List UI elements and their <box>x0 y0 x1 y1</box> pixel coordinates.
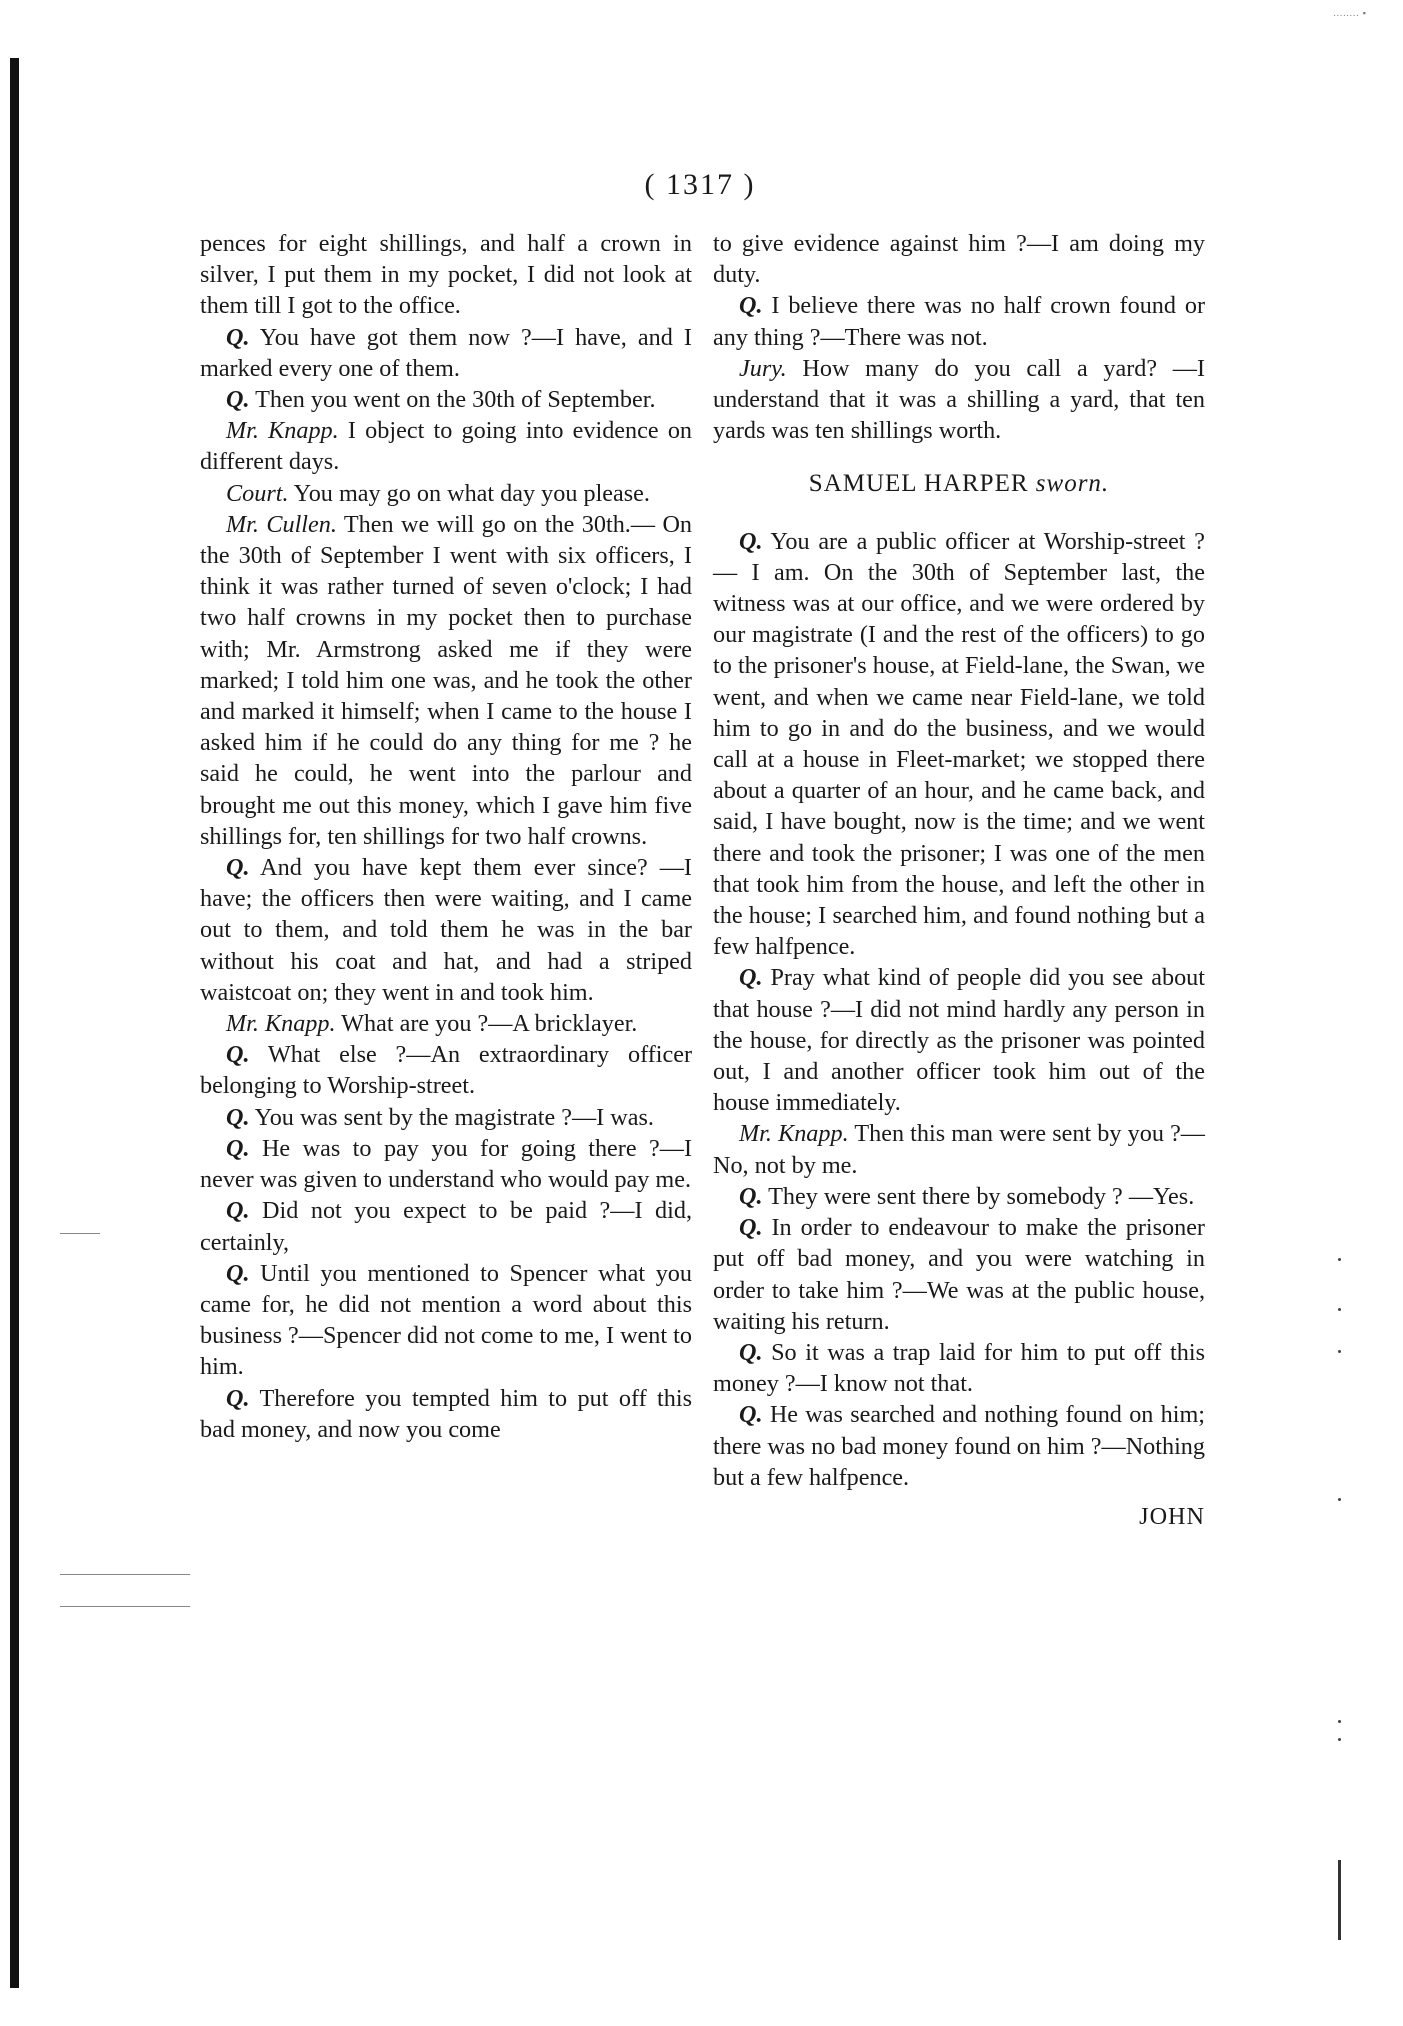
paragraph-text: Then we will go on the 30th.— On the 30th of September I went with six officers, I think it was rather turned of seven o'clock; I had two half crowns in my pocket then to purchase with; Mr. Armstrong asked me if they were marked; I told him one was, and he took the other and marked it himself; when I came to the house I asked him if he could do any thing for me ? he said he could, he went into the parlour and brought me out this money, which I gave him five shillings for, ten shillings for two half crowns. <box>200 510 693 850</box>
paragraph-text: to give evidence against him ?—I am doing my duty. <box>713 230 1205 289</box>
margin-dot <box>1338 1738 1341 1741</box>
testimony-paragraph <box>200 384 692 415</box>
witness-sworn: sworn. <box>1035 470 1110 498</box>
left-column <box>200 228 692 1445</box>
paragraph-text: Then you went on the 30th of September. <box>255 386 656 414</box>
question-marker: Q. <box>226 323 250 351</box>
testimony-paragraph <box>713 1212 1205 1337</box>
testimony-paragraph <box>713 1118 1205 1180</box>
paragraph-text: I object to going into evidence on different days. <box>200 417 693 476</box>
margin-bar <box>1338 1860 1341 1940</box>
margin-mark <box>60 1574 190 1575</box>
margin-dot <box>1338 1258 1341 1261</box>
testimony-paragraph <box>200 509 692 852</box>
right-column <box>713 228 1205 1532</box>
testimony-paragraph <box>200 1039 692 1101</box>
paragraph-text: pences for eight shillings, and half a crown in silver, I put them in my pocket, I did not look at them till I got to the office. <box>200 230 692 320</box>
margin-dot <box>1338 1498 1341 1501</box>
paragraph-text: What are you ?—A bricklayer. <box>341 1010 638 1038</box>
margin-mark <box>60 1606 190 1607</box>
question-marker: Q. <box>739 527 763 555</box>
testimony-paragraph <box>200 1258 692 1383</box>
testimony-paragraph <box>713 1399 1205 1493</box>
paragraph-text: Therefore you tempted him to put off this bad money, and now you come <box>200 1384 692 1443</box>
corner-mark: ........ ▪ <box>1333 8 1367 18</box>
speaker-name: Court. <box>226 479 289 507</box>
paragraph-text: In order to endeavour to make the prisoner put off bad money, and you were watching in order to take him ?—We was at the public house, waiting his return. <box>713 1214 1205 1335</box>
question-marker: Q. <box>226 1197 250 1225</box>
paragraph-text: What else ?—An extraordinary officer belonging to Worship-street. <box>200 1041 692 1100</box>
catchword: JOHN <box>1139 1502 1205 1530</box>
testimony-paragraph <box>200 1102 692 1133</box>
testimony-paragraph <box>200 228 692 322</box>
paragraph-text: You was sent by the magistrate ?—I was. <box>254 1103 654 1131</box>
paragraph-text: He was searched and nothing found on him; there was no bad money found on him ?—Nothing but a few halfpence. <box>713 1401 1206 1491</box>
speaker-name: Mr. Cullen. <box>226 510 337 538</box>
question-marker: Q. <box>226 1384 250 1412</box>
testimony-paragraph <box>200 1008 692 1039</box>
testimony-paragraph <box>200 1383 692 1445</box>
paragraph-text: I believe there was no half crown found or any thing ?—There was not. <box>713 292 1205 351</box>
question-marker: Q. <box>226 1103 250 1131</box>
speaker-name: Mr. Knapp. <box>226 417 339 445</box>
right-column-bottom <box>713 526 1205 1493</box>
paragraph-text: Until you mentioned to Spencer what you came for, he did not mention a word about this business ?—Spencer did not come to me, I went to him. <box>200 1259 692 1381</box>
paragraph-text: They were sent there by somebody ? —Yes. <box>768 1182 1195 1210</box>
testimony-paragraph <box>200 415 692 477</box>
testimony-paragraph <box>713 353 1205 447</box>
question-marker: Q. <box>226 1259 250 1287</box>
paragraph-text: You may go on what day you please. <box>293 479 650 507</box>
witness-name: SAMUEL HARPER <box>808 470 1029 498</box>
question-marker: Q. <box>226 854 250 882</box>
paragraph-text: And you have kept them ever since? —I have; the officers then were waiting, and I came out to them, and told them he was in the bar without his coat and hat, and had a striped waistcoat on; they went in and took him. <box>200 854 692 1006</box>
question-marker: Q. <box>226 386 250 414</box>
speaker-name: Mr. Knapp. <box>226 1010 336 1038</box>
testimony-paragraph <box>713 526 1205 963</box>
testimony-paragraph <box>200 478 692 509</box>
margin-dot <box>1338 1350 1341 1353</box>
question-marker: Q. <box>739 292 763 320</box>
question-marker: Q. <box>739 1401 763 1429</box>
paragraph-text: How many do you call a yard? —I understand that it was a shilling a yard, that ten yards was ten shillings worth. <box>713 354 1205 445</box>
margin-mark <box>60 1233 100 1234</box>
question-marker: Q. <box>226 1134 250 1162</box>
testimony-paragraph <box>713 290 1205 352</box>
question-marker: Q. <box>739 1182 763 1210</box>
testimony-paragraph <box>713 1337 1205 1399</box>
right-column-top <box>713 228 1205 446</box>
testimony-paragraph <box>713 962 1205 1118</box>
question-marker: Q. <box>739 1338 763 1366</box>
paragraph-text: You have got them now ?—I have, and I marked every one of them. <box>200 323 692 382</box>
page-number: ( 1317 ) <box>644 168 756 201</box>
margin-dot <box>1338 1308 1341 1311</box>
paragraph-text: You are a public officer at Worship-street ?— I am. On the 30th of September last, the witness was at our office, and we were ordered by our magistrate (I and the rest of the officers) to go to the prisoner's house, at Field-lane, the Swan, we went, and when we came near Field-lane, we told him to go in and do the business, and we would call at a house in Fleet-market; we stopped there about a quarter of an hour, and he came back, and said, I have bought, now is the time; and we went there and took the prisoner; I was one of the men that took him from the house, and left the other in the house; I searched him, and found nothing but a few halfpence. <box>713 527 1205 961</box>
question-marker: Q. <box>739 1214 763 1242</box>
question-marker: Q. <box>739 964 763 992</box>
paragraph-text: Then this man were sent by you ?—No, not by me. <box>713 1120 1205 1179</box>
paragraph-text: Pray what kind of people did you see about that house ?—I did not mind hardly any person in the house, for directly as the prisoner was pointed out, I and another officer took him out of the house immediately. <box>713 964 1205 1117</box>
testimony-paragraph <box>713 1181 1205 1212</box>
margin-dot <box>1338 1720 1341 1723</box>
speaker-name: Jury. <box>739 354 787 382</box>
question-marker: Q. <box>226 1041 250 1069</box>
paragraph-text: He was to pay you for going there ?—I never was given to understand who would pay me. <box>200 1134 693 1194</box>
testimony-paragraph <box>200 1195 692 1257</box>
witness-heading <box>713 468 1205 499</box>
binding-edge <box>10 58 19 1988</box>
testimony-paragraph <box>200 322 692 384</box>
paragraph-text: So it was a trap laid for him to put off this money ?—I know not that. <box>713 1338 1206 1398</box>
speaker-name: Mr. Knapp. <box>739 1120 849 1148</box>
testimony-paragraph <box>713 228 1205 290</box>
testimony-paragraph <box>200 1133 692 1195</box>
testimony-paragraph <box>200 852 692 1008</box>
paragraph-text: Did not you expect to be paid ?—I did, certainly, <box>200 1197 693 1256</box>
